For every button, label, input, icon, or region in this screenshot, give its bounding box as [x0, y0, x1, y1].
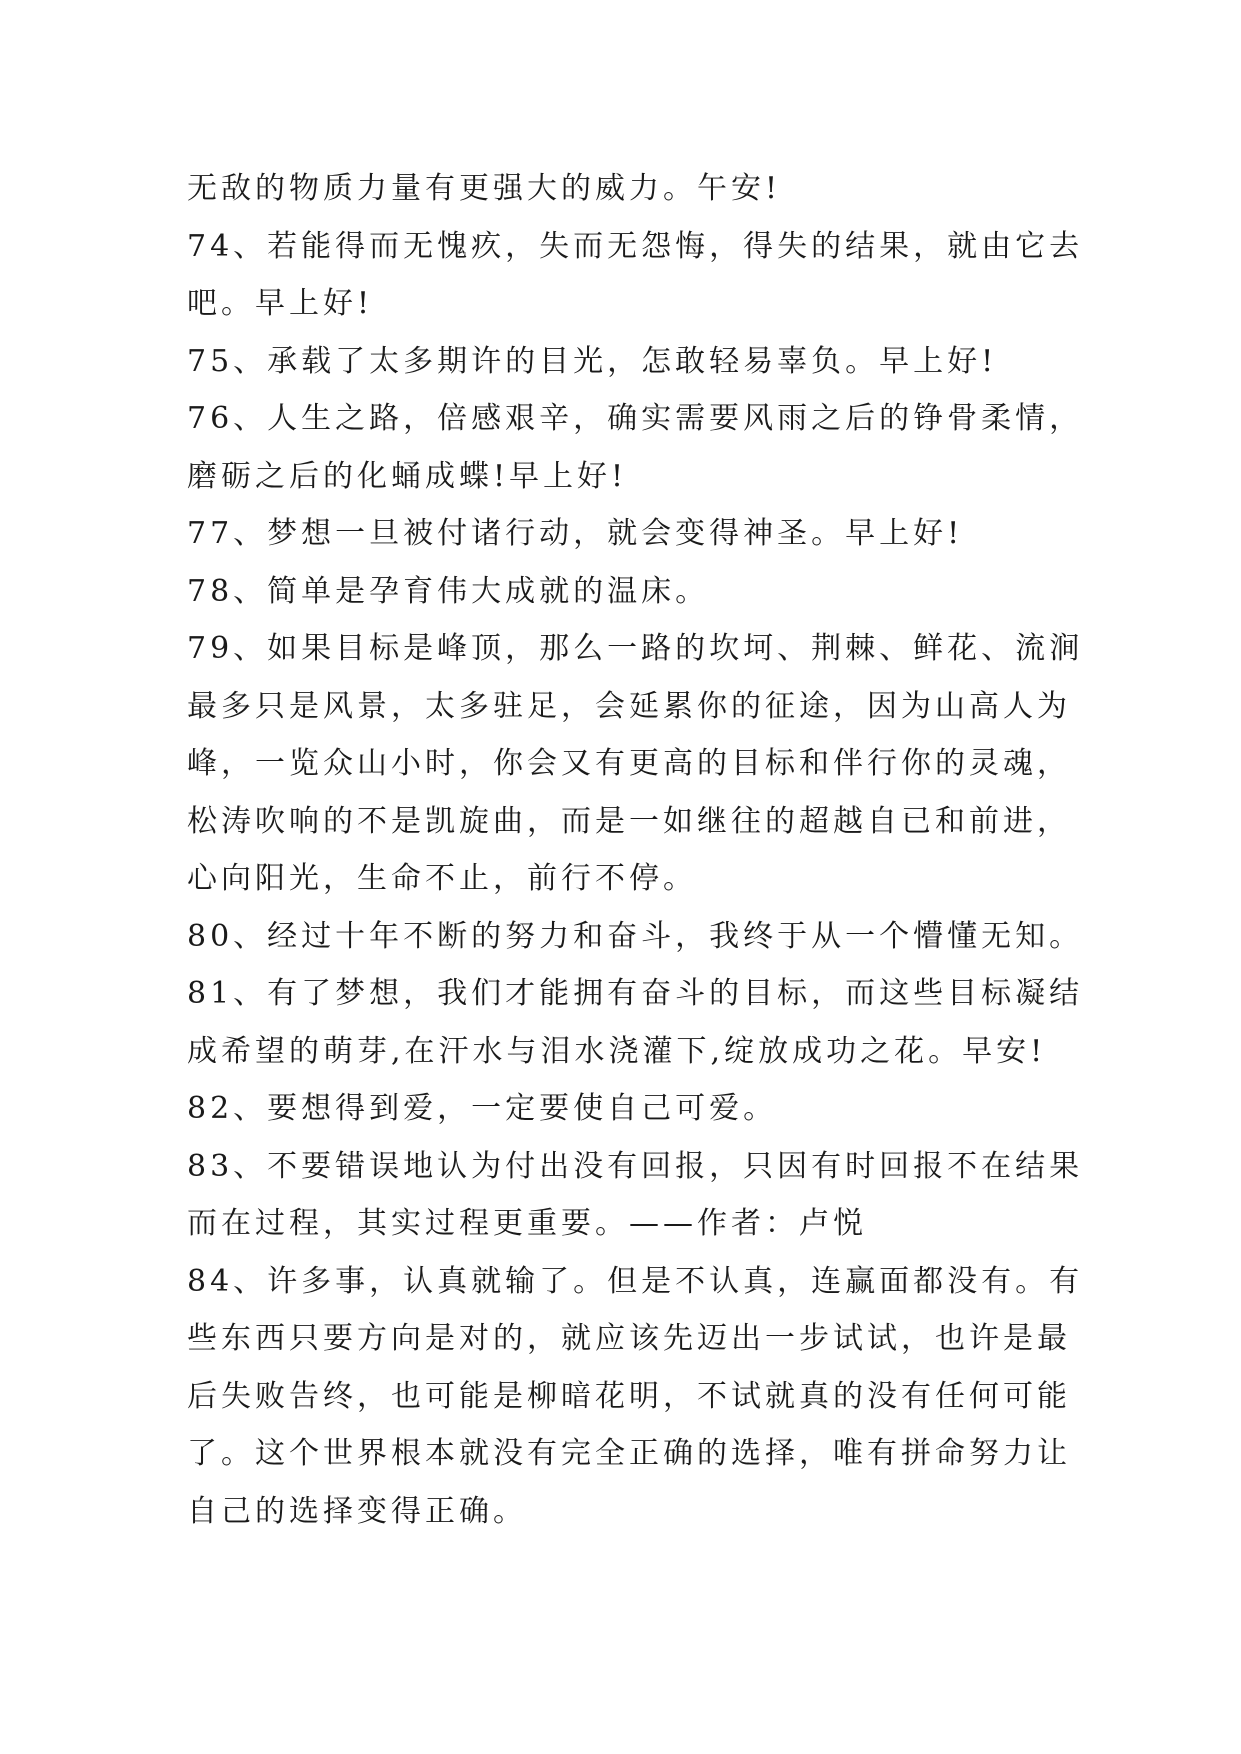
text-line: 77、梦想一旦被付诸行动，就会变得神圣。早上好! — [187, 516, 964, 551]
text-line: 80、经过十年不断的努力和奋斗，我终于从一个懵懂无知。 — [187, 918, 1084, 954]
text-line: 心向阳光，生命不止，前行不停。 — [187, 861, 697, 896]
text-line: 76、人生之路，倍感艰辛，确实需要风雨之后的铮骨柔情， — [187, 401, 1084, 436]
text-line: 79、如果目标是峰顶，那么一路的坎坷、荆棘、鲜花、流涧 — [187, 631, 1084, 666]
text-line: 成希望的萌芽,在汗水与泪水浇灌下,绽放成功之花。早安! — [187, 1033, 1047, 1069]
text-line: 83、不要错误地认为付出没有回报，只因有时回报不在结果 — [187, 1148, 1084, 1184]
text-line: 78、简单是孕育伟大成就的温床。 — [187, 573, 710, 609]
text-line: 松涛吹响的不是凯旋曲，而是一如继往的超越自已和前进， — [187, 803, 1071, 839]
text-line: 后失败告终，也可能是柳暗花明，不试就真的没有任何可能 — [187, 1378, 1071, 1414]
text-line: 吧。早上好! — [187, 286, 374, 321]
text-line: 75、承载了太多期许的目光，怎敢轻易辜负。早上好! — [187, 343, 998, 379]
text-line: 84、许多事，认真就输了。但是不认真，连赢面都没有。有 — [187, 1263, 1084, 1299]
text-line: 82、要想得到爱，一定要使自己可爱。 — [187, 1091, 778, 1126]
document-body — [187, 160, 1084, 1540]
text-line: 最多只是风景，太多驻足，会延累你的征途，因为山高人为 — [187, 688, 1071, 724]
text-line: 74、若能得而无愧疚，失而无怨悔，得失的结果，就由它去 — [187, 228, 1084, 264]
text-line: 峰，一览众山小时，你会又有更高的目标和伴行你的灵魂， — [187, 746, 1071, 781]
text-line: 磨砺之后的化蛹成蝶!早上好! — [187, 458, 628, 494]
text-line: 81、有了梦想，我们才能拥有奋斗的目标，而这些目标凝结 — [187, 976, 1084, 1011]
text-line: 无敌的物质力量有更强大的威力。午安! — [187, 171, 782, 206]
text-line: 了。这个世界根本就没有完全正确的选择，唯有拼命努力让 — [187, 1436, 1071, 1471]
text-line: 些东西只要方向是对的，就应该先迈出一步试试，也许是最 — [187, 1321, 1071, 1356]
text-line: 而在过程，其实过程更重要。——作者：卢悦 — [187, 1206, 867, 1241]
text-line: 自己的选择变得正确。 — [187, 1493, 527, 1529]
